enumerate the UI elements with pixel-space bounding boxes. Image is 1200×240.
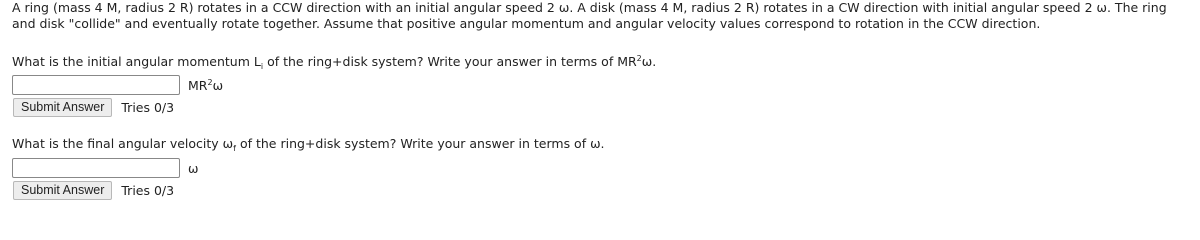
- problem-line-2: and disk "collide" and eventually rotate together. Assume that positive angular momentum and angular velocity values correspond to rotation in the CCW direction.: [12, 16, 1041, 31]
- answer-input-initial-momentum[interactable]: [12, 75, 180, 95]
- question-initial-angular-momentum: [12, 51, 656, 75]
- unit-1-superscript: 2: [207, 77, 213, 87]
- question-2-subscript: f: [233, 144, 236, 153]
- submit-answer-button-2[interactable]: Submit Answer: [13, 181, 112, 200]
- answer-input-final-velocity[interactable]: [12, 158, 180, 178]
- tries-counter-2: Tries 0/3: [121, 183, 175, 198]
- unit-1-tail: ω: [212, 77, 224, 93]
- unit-label-2: ω: [188, 160, 199, 176]
- unit-1-base: MR: [188, 77, 208, 93]
- tries-counter-1: Tries 0/3: [121, 100, 175, 115]
- answer-row-2: [12, 158, 198, 178]
- question-1-suffix: ω.: [641, 54, 657, 69]
- question-1-subscript: i: [260, 62, 264, 71]
- submit-answer-button-1[interactable]: Submit Answer: [13, 98, 112, 117]
- unit-label-1: [188, 78, 223, 93]
- problem-line-1: A ring (mass 4 M, radius 2 R) rotates in a CCW direction with an initial angular speed 2 ω. A disk (mass 4 M, radius 2 R) rotates in a CW direction with initial angular speed 2 ω. The ring: [12, 0, 1167, 15]
- question-1-prefix: What is the initial angular momentum L: [12, 54, 261, 69]
- question-2-prefix: What is the final angular velocity ω: [12, 136, 234, 151]
- question-1-middle: of the ring+disk system? Write your answer in terms of MR: [263, 54, 637, 69]
- question-2-suffix: of the ring+disk system? Write your answer in terms of ω.: [235, 136, 605, 151]
- question-1-superscript: 2: [636, 54, 642, 63]
- question-final-angular-velocity: [12, 136, 605, 157]
- submit-row-1: [13, 98, 174, 117]
- problem-statement: [12, 0, 1200, 32]
- submit-row-2: [13, 181, 174, 200]
- answer-row-1: [12, 75, 223, 95]
